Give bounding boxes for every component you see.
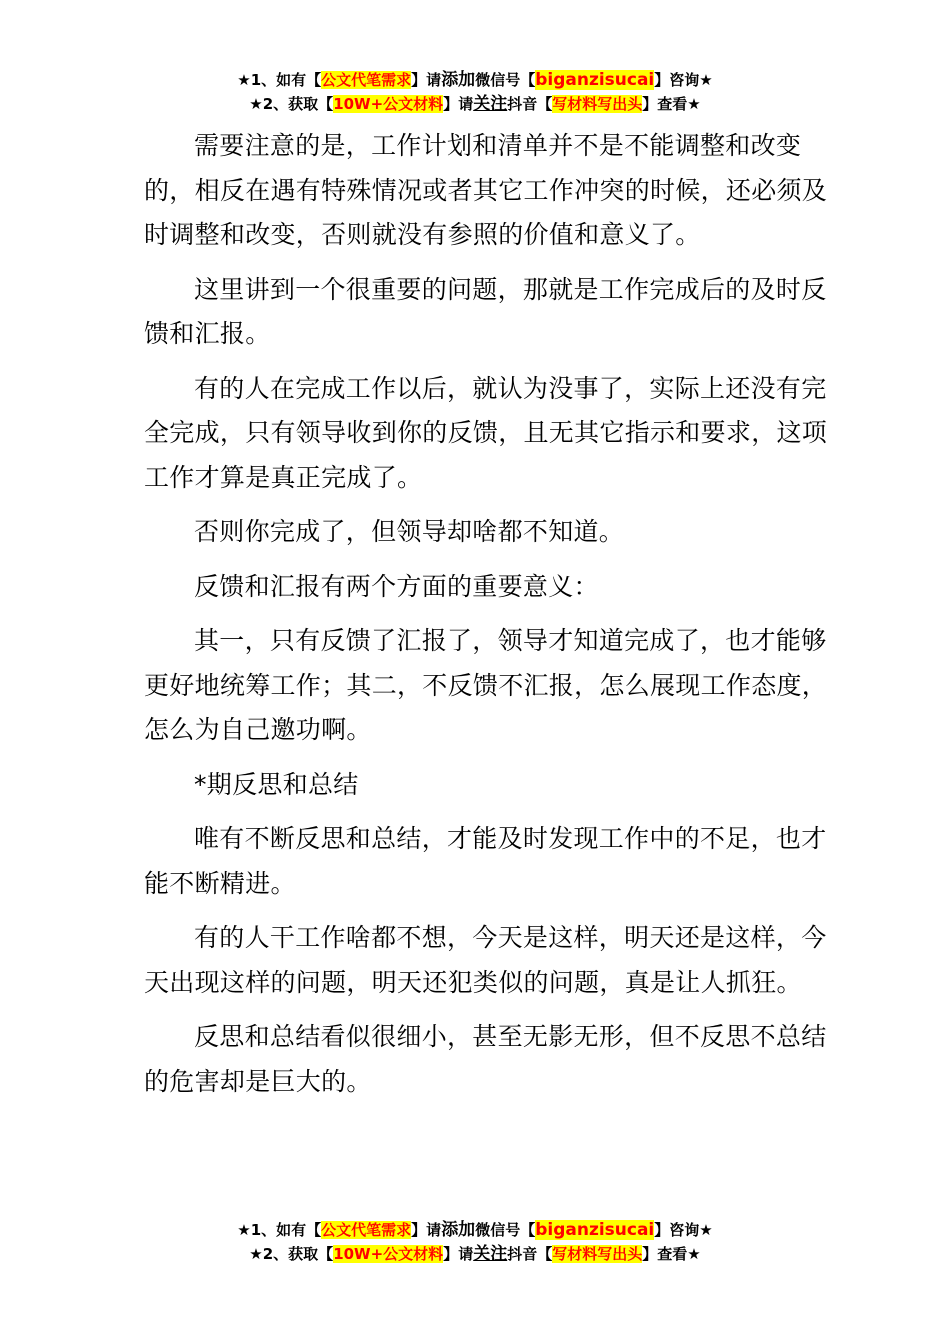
paragraph: 这里讲到一个很重要的问题，那就是工作完成后的及时反馈和汇报。	[144, 274, 827, 348]
banner-emphasis: 添加	[441, 1220, 476, 1240]
banner-text: ★1、如有【	[237, 1221, 322, 1239]
banner-emphasis: 添加	[441, 70, 476, 90]
highlight-douyin: 写材料写出头	[552, 95, 643, 113]
banner-text: 】请	[443, 1245, 474, 1263]
banner-text: 】请	[411, 71, 442, 89]
banner-line-2	[0, 1242, 950, 1266]
banner-emphasis: 关注	[473, 1244, 508, 1264]
highlight-service: 公文代笔需求	[321, 71, 412, 89]
banner-text: ★2、获取【	[249, 1245, 334, 1263]
paragraph: 有的人在完成工作以后，就认为没事了，实际上还没有完全完成，只有领导收到你的反馈，且无其它指示和要求，这项工作才算是真正完成了。	[144, 373, 828, 492]
banner-text: 】咨询★	[654, 71, 713, 89]
banner-emphasis: 关注	[473, 94, 508, 114]
bottom-banner	[0, 1218, 950, 1266]
banner-text: ★2、获取【	[249, 95, 334, 113]
highlight-materials: 10W+公文材料	[333, 1245, 444, 1263]
highlight-douyin: 写材料写出头	[552, 1245, 643, 1263]
paragraph: 反馈和汇报有两个方面的重要意义：	[194, 571, 599, 601]
banner-line-1	[0, 68, 950, 92]
banner-text: 】请	[443, 95, 474, 113]
paragraph: 否则你完成了，但领导却啥都不知道。	[194, 517, 625, 546]
banner-text: 微信号【	[475, 71, 536, 89]
banner-text: 抖音【	[507, 95, 553, 113]
banner-text: 】查看★	[642, 95, 701, 113]
paragraph: 有的人干工作啥都不想，今天是这样，明天还是这样，今天出现这样的问题，明天还犯类似的问题，真是让人抓狂。	[144, 923, 827, 997]
highlight-service: 公文代笔需求	[321, 1221, 412, 1239]
paragraph: 其一，只有反馈了汇报了，领导才知道完成了，也才能够更好地统筹工作；其二，不反馈不汇报，怎么展现工作态度，怎么为自己邀功啊。	[144, 626, 828, 744]
paragraph: 唯有不断反思和总结，才能及时发现工作中的不足，也才能不断精进。	[144, 824, 827, 898]
document-body	[144, 124, 834, 1114]
banner-text: ★1、如有【	[237, 71, 322, 89]
banner-text: 】咨询★	[654, 1221, 713, 1239]
paragraph: 反思和总结看似很细小，甚至无影无形，但不反思不总结的危害却是巨大的。	[144, 1022, 827, 1096]
banner-text: 】查看★	[642, 1245, 701, 1263]
banner-text: 】请	[411, 1221, 442, 1239]
highlight-wechat-id: biganzisucai	[535, 1220, 655, 1240]
top-banner	[0, 68, 950, 116]
banner-text: 抖音【	[507, 1245, 553, 1263]
banner-text: 微信号【	[475, 1221, 536, 1239]
paragraph: 需要注意的是，工作计划和清单并不是不能调整和改变的，相反在遇有特殊情况或者其它工作冲突的时候，还必须及时调整和改变，否则就没有参照的价值和意义了。	[144, 131, 828, 249]
highlight-wechat-id: biganzisucai	[535, 70, 655, 90]
banner-line-1	[0, 1218, 950, 1242]
highlight-materials: 10W+公文材料	[333, 95, 444, 113]
banner-line-2	[0, 92, 950, 116]
section-heading: *期反思和总结	[194, 769, 359, 799]
